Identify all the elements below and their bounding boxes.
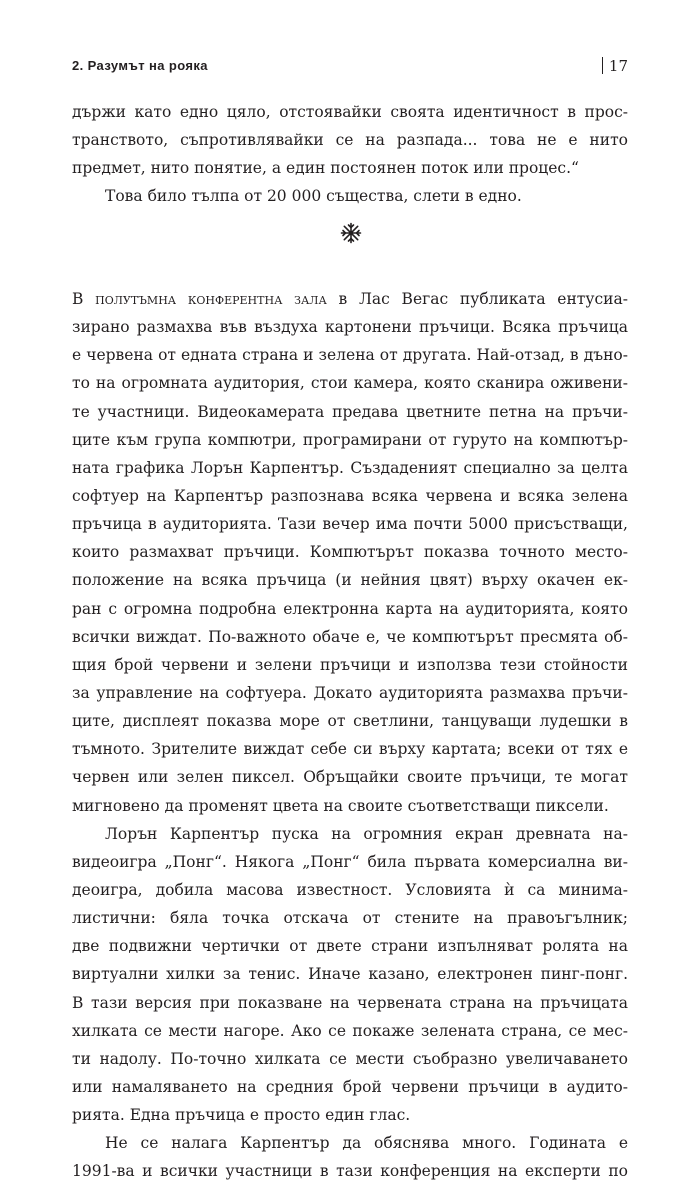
text-line: за управление на софтуера. Докато аудиторията размахва пръчи- <box>72 683 628 702</box>
text-line: ран с огромна подробна електронна карта на аудиторията, която <box>72 599 628 618</box>
chapter-title: 2. Разумът на рояка <box>72 58 208 73</box>
text-line: мигновено да променят цвета на своите съответстващи пиксели. <box>72 796 609 815</box>
text-line: деоигра, добила масова известност. Условията ѝ са минима- <box>72 880 628 899</box>
text-line: две подвижни чертички от двете страни изпълняват ролята на <box>72 937 628 956</box>
top-text-block <box>72 98 628 211</box>
text-line: които размахват пръчици. Компютърът показва точното место- <box>72 543 628 562</box>
text-line: пръчица в аудиторията. Тази вечер има почти 5000 присъстващи, <box>72 515 628 534</box>
text-line: тъмното. Зрителите виждат себе си върху картата; всеки от тях е <box>72 740 628 759</box>
text-line: всички виждат. По-важното обаче е, че компютърът пресмята об- <box>72 627 628 646</box>
page-number-value: 17 <box>608 57 628 75</box>
text-line: рията. Една пръчица е просто един глас. <box>72 1106 411 1125</box>
running-header <box>72 58 628 80</box>
page-number-separator <box>602 57 603 74</box>
text-line: хилката се мести нагоре. Ако се покаже зелената страна, се мес- <box>72 1021 628 1040</box>
text-line: ците, дисплеят показва море от светлини, танцуващи лудешки в <box>72 712 628 731</box>
text-line: държи като едно цяло, отстоявайки своята идентичност в прос- <box>72 103 628 121</box>
text-line: Лорън Карпентър пуска на огромния екран древната на- <box>105 824 628 843</box>
text-line: е червена от едната страна и зелена от другата. Най-отзад, в дъно- <box>72 346 628 365</box>
snowflake-ornament-icon <box>340 222 362 244</box>
text-line: или намаляването на средния брой червени пръчици в аудито- <box>72 1077 628 1096</box>
text-line: Това било тълпа от 20 000 същества, слети в едно. <box>105 187 522 206</box>
text-line: ците към група компютри, програмирани от гуруто на компютър- <box>72 430 628 449</box>
text-line: Не се налага Карпентър да обяснява много. Годината е <box>105 1134 628 1153</box>
text-line: софтуер на Карпентър разпознава всяка червена и всяка зелена <box>72 486 628 505</box>
main-text-block <box>72 285 628 1186</box>
text-line: те участници. Видеокамерата предава цветните петна на пръчи- <box>72 402 628 421</box>
text-line: положение на всяка пръчица (и нейния цвят) върху окачен ек- <box>72 571 628 590</box>
text-line: транството, съпротивлявайки се на разпада... това не е нито <box>72 131 628 150</box>
text-line: ната графика Лорън Карпентър. Създаденият специално за целта <box>72 458 628 477</box>
text-line: предмет, нито понятие, а един постоянен поток или процес.“ <box>72 159 579 178</box>
text-line: червен или зелен пиксел. Обръщайки своите пръчици, те могат <box>72 768 628 787</box>
text-line: 1991-ва и всички участници в тази конференция на експерти по <box>72 1162 628 1181</box>
text-line: видеоигра „Понг“. Някога „Понг“ била първата комерсиална ви- <box>72 852 628 871</box>
text-line: В полутъмна конферентна зала в Лас Вегас публиката ентусиа- <box>72 290 628 308</box>
text-line: то на огромната аудитория, стои камера, която сканира оживени- <box>72 374 628 393</box>
text-line: щия брой червени и зелени пръчици и използва тези стойности <box>72 655 628 674</box>
text-line: ти надолу. По-точно хилката се мести съобразно увеличаването <box>72 1049 628 1068</box>
text-line: зирано размахва във въздуха картонени пръчици. Всяка пръчица <box>72 318 628 337</box>
page-number <box>602 57 628 75</box>
text-line: листични: бяла точка отскача от стените на правоъгълник; <box>72 909 628 928</box>
small-caps-lead-in: полутъмна конферентна зала <box>95 290 327 308</box>
text-line: виртуални хилки за тенис. Иначе казано, електронен пинг-понг. <box>72 965 628 984</box>
text-line: В тази версия при показване на червената страна на пръчицата <box>72 993 628 1012</box>
